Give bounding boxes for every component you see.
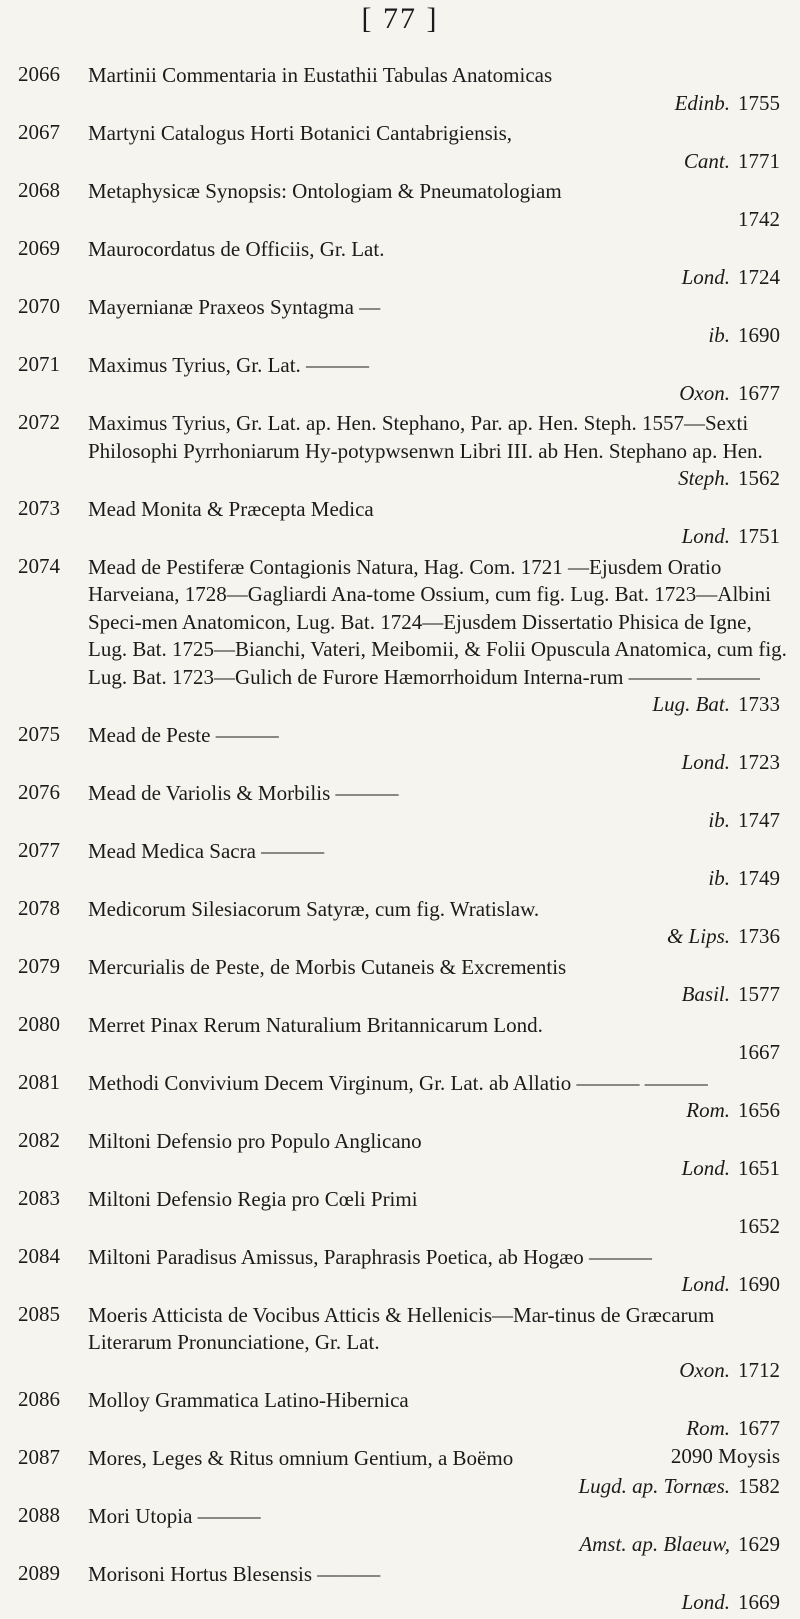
entry-year: 1582 <box>738 1473 780 1498</box>
entry-number: 2086 <box>18 1387 60 1411</box>
catalogue-entry <box>18 62 788 117</box>
entry-title: Medicorum Silesiacorum Satyræ, cum fig. Wratislaw. <box>88 896 540 921</box>
entry-title: Molloy Grammatica Latino-Hibernica <box>88 1388 409 1412</box>
entry-number: 2069 <box>18 236 60 260</box>
entry-number: 2082 <box>18 1127 60 1152</box>
entry-imprint-line <box>88 523 788 551</box>
entry-imprint-line <box>88 322 788 350</box>
entry-title: Martinii Commentaria in Eustathii Tabulas Anatomicas <box>88 63 553 87</box>
entry-year: 1651 <box>738 1156 780 1180</box>
entry-number: 2087 <box>18 1445 60 1469</box>
entry-number: 2072 <box>18 410 60 434</box>
entry-year: 1749 <box>738 866 780 890</box>
catalogue-entry <box>18 1561 788 1616</box>
entry-number: 2085 <box>18 1301 60 1326</box>
entry-imprint-line <box>88 380 788 408</box>
catalogue-entry <box>18 496 788 551</box>
entry-imprint: ib. <box>708 808 730 832</box>
catalogue-entry <box>18 1186 788 1241</box>
entry-title: Maurocordatus de Officiis, Gr. Lat. <box>88 237 385 261</box>
entry-year: 1747 <box>738 808 780 832</box>
entry-imprint-line <box>88 1589 788 1617</box>
entry-number: 2083 <box>18 1185 60 1210</box>
entry-year: 1690 <box>738 1272 780 1296</box>
entry-title: Mores, Leges & Ritus omnium Gentium, a Boëmo <box>88 1446 514 1470</box>
entry-list <box>18 62 788 1619</box>
entry-title: Maximus Tyrius, Gr. Lat. ap. Hen. Stephano, Par. ap. Hen. Steph. 1557—Sexti Philosophi Pyrrhoniarum Hy-potypwsenwn Libri III. ab Hen. Stephano ap. Hen. <box>88 411 763 463</box>
entry-imprint-line <box>88 749 788 777</box>
page-header: [ 77 ] <box>361 2 439 35</box>
entry-imprint-line <box>88 1271 788 1299</box>
entry-title: Mead Medica Sacra ——— <box>88 838 325 863</box>
entry-imprint: & Lips. <box>666 924 730 948</box>
entry-number: 2075 <box>18 721 60 746</box>
catalogue-entry <box>18 1012 788 1067</box>
entry-year: 1669 <box>738 1589 780 1614</box>
entry-title: Miltoni Defensio pro Populo Anglicano <box>88 1128 422 1153</box>
entry-title: Metaphysicæ Synopsis: Ontologiam & Pneumatologiam <box>88 179 562 203</box>
catalogue-entry <box>18 294 788 349</box>
entry-imprint: Steph. <box>678 466 730 490</box>
entry-title: Mead Monita & Præcepta Medica <box>88 496 374 521</box>
entry-year: 1562 <box>738 466 780 490</box>
entry-number: 2088 <box>18 1503 60 1527</box>
entry-imprint-line <box>88 1357 788 1385</box>
entry-imprint-line <box>88 1213 788 1241</box>
catalogue-entry <box>18 1302 788 1385</box>
catalogue-entry <box>18 178 788 233</box>
entry-number: 2068 <box>18 178 60 202</box>
entry-title: Miltoni Defensio Regia pro Cœli Primi <box>88 1186 418 1211</box>
catalogue-entry <box>18 838 788 893</box>
catalogue-entry <box>18 1244 788 1299</box>
entry-imprint-line <box>88 465 788 493</box>
entry-imprint: Rom. <box>686 1098 730 1122</box>
entry-year: 1733 <box>738 692 780 716</box>
entry-year: 1656 <box>738 1098 780 1122</box>
entry-number: 2071 <box>18 352 60 376</box>
entry-year: 1751 <box>738 524 780 548</box>
entry-title: Moeris Atticista de Vocibus Atticis & Hellenicis—Mar-tinus de Græcarum Literarum Pronunciatione, Gr. Lat. <box>88 1302 715 1354</box>
entry-number: 2076 <box>18 779 60 804</box>
entry-number: 2078 <box>18 895 60 920</box>
entry-title: Mayernianæ Praxeos Syntagma — <box>88 295 381 319</box>
entry-year: 1667 <box>738 1040 780 1064</box>
entry-imprint: Lond. <box>681 1589 730 1614</box>
catalogue-entry <box>18 236 788 291</box>
entry-imprint: Lugd. ap. Tornæs. <box>578 1473 730 1498</box>
entry-imprint: Lond. <box>681 524 730 548</box>
entry-number: 2070 <box>18 294 60 318</box>
entry-imprint: Lond. <box>681 750 730 774</box>
entry-imprint-line <box>88 923 788 951</box>
entry-title: Mori Utopia ——— <box>88 1504 261 1528</box>
entry-title: Miltoni Paradisus Amissus, Paraphrasis Poetica, ab Hogæo ——— <box>88 1244 653 1269</box>
entry-imprint: Lug. Bat. <box>652 692 730 716</box>
catalogue-entry <box>18 352 788 407</box>
catalogue-entry <box>18 722 788 777</box>
entry-imprint: Cant. <box>683 148 730 173</box>
entry-imprint: Basil. <box>681 982 730 1006</box>
entry-year: 1712 <box>738 1357 780 1382</box>
entry-imprint-line <box>88 1097 788 1125</box>
entry-imprint-line <box>88 1155 788 1183</box>
entry-imprint: Oxon. <box>679 1357 730 1382</box>
entry-imprint-line <box>88 206 788 234</box>
entry-number: 2066 <box>18 62 60 86</box>
catalogue-entry <box>18 780 788 835</box>
entry-imprint-line <box>88 691 788 719</box>
entry-title: Merret Pinax Rerum Naturalium Britannicarum Lond. <box>88 1012 543 1037</box>
entry-year: 1724 <box>738 264 780 289</box>
catalogue-entry <box>18 410 788 493</box>
entry-imprint: Lond. <box>681 1156 730 1180</box>
entry-number: 2077 <box>18 837 60 862</box>
entry-title: Martyni Catalogus Horti Botanici Cantabrigiensis, <box>88 121 513 145</box>
entry-imprint-line <box>88 90 788 118</box>
entry-number: 2081 <box>18 1069 60 1094</box>
entry-title: Mead de Variolis & Morbilis ——— <box>88 780 399 805</box>
entry-imprint: ib. <box>708 866 730 890</box>
entry-year: 1677 <box>738 1415 780 1440</box>
entry-imprint: Lond. <box>681 1272 730 1296</box>
entry-title: Morisoni Hortus Blesensis ——— <box>88 1562 381 1586</box>
entry-imprint-line <box>88 264 788 292</box>
entry-number: 2080 <box>18 1011 60 1036</box>
entry-imprint: Edinb. <box>674 90 730 115</box>
entry-number: 2074 <box>18 553 60 578</box>
entry-year: 1723 <box>738 750 780 774</box>
catalogue-entry <box>18 896 788 951</box>
catalogue-entry <box>18 120 788 175</box>
catalogue-entry <box>18 1387 788 1442</box>
entry-imprint-line <box>88 981 788 1009</box>
entry-year: 1755 <box>738 90 780 115</box>
catalogue-entry <box>18 1070 788 1125</box>
entry-imprint: Rom. <box>686 1415 730 1440</box>
entry-number: 2073 <box>18 495 60 520</box>
entry-year: 1577 <box>738 982 780 1006</box>
entry-year: 1629 <box>738 1531 780 1556</box>
entry-title: Mead de Peste ——— <box>88 722 279 747</box>
entry-number: 2084 <box>18 1243 60 1268</box>
entry-year: 1690 <box>738 322 780 347</box>
entry-title: Methodi Convivium Decem Virginum, Gr. Lat. ab Allatio ——— ——— <box>88 1070 708 1095</box>
entry-imprint: Oxon. <box>679 380 730 405</box>
entry-title: Mead de Pestiferæ Contagionis Natura, Hag. Com. 1721 —Ejusdem Oratio Harveiana, 1728—Gagliardi Ana-tome Ossium, cum fig. Lug. Bat. 1723—Albini Speci-men Anatomicon, Lug. Bat. 1724—Ejusdem Dissertatio Phisica de Igne, Lug. Bat. 1725—Bianchi, Vateri, Meibomii, & Folii Opuscula Anatomica, cum fig. Lug. Bat. 1723—Gulich de Furore Hæmorrhoidum Interna-rum ——— ——— <box>88 554 787 689</box>
entry-imprint: Amst. ap. Blaeuw, <box>579 1531 730 1556</box>
entry-year: 1652 <box>738 1214 780 1238</box>
entry-number: 2067 <box>18 120 60 144</box>
catalogue-entry <box>18 954 788 1009</box>
entry-year: 1742 <box>738 206 780 231</box>
entry-year: 1771 <box>738 148 780 173</box>
entry-imprint-line <box>88 865 788 893</box>
entry-imprint-line <box>88 148 788 176</box>
entry-year: 1677 <box>738 380 780 405</box>
entry-year: 1736 <box>738 924 780 948</box>
entry-imprint: ib. <box>708 322 730 347</box>
entry-imprint-line <box>88 1473 788 1501</box>
entry-imprint-line <box>88 807 788 835</box>
catalogue-entry <box>18 1128 788 1183</box>
catchword: 2090 Moysis <box>670 1444 780 1468</box>
entry-number: 2079 <box>18 953 60 978</box>
entry-title: Mercurialis de Peste, de Morbis Cutaneis & Excrementis <box>88 954 567 979</box>
entry-imprint-line <box>88 1415 788 1443</box>
entry-title: Maximus Tyrius, Gr. Lat. ——— <box>88 353 370 377</box>
entry-number: 2089 <box>18 1561 60 1585</box>
catalogue-entry <box>18 1503 788 1558</box>
catalogue-entry <box>18 554 788 719</box>
entry-imprint-line <box>88 1531 788 1559</box>
entry-imprint-line <box>88 1039 788 1067</box>
entry-imprint: Lond. <box>681 264 730 289</box>
